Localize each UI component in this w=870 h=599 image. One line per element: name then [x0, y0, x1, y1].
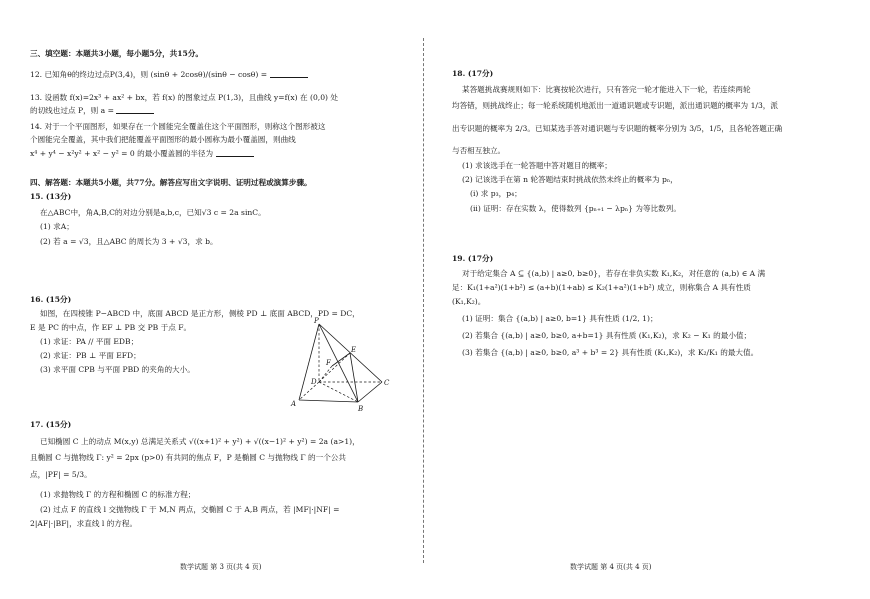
question-15-title: 15. (13分) — [30, 192, 72, 201]
question-19-title: 19. (17分) — [452, 254, 494, 263]
edge-AB — [299, 400, 358, 402]
page-fold-line — [423, 38, 424, 563]
question-19-part-1: (1) 证明：集合 {(a,b) | a≥0, b=1} 具有性质 (1/2, 1)； — [462, 314, 658, 323]
question-16-stem-1: 如图，在四棱锥 P−ABCD 中，底面 ABCD 是正方形，侧棱 PD ⊥ 底面 ABCD，PD = DC， — [40, 309, 360, 318]
segment-DF — [319, 366, 332, 382]
label-C: C — [384, 379, 390, 387]
question-17-part-2b: 2|AF|·|BF|，求直线 l 的方程。 — [30, 519, 138, 528]
question-17-part-2a: (2) 过点 F 的直线 l 交抛物线 Γ 于 M,N 两点，交椭圆 C 于 A,B 两点，若 |MF|·|NF| = — [40, 505, 340, 514]
question-18-stem-2: 均答错，则挑战终止；每一轮系统随机地派出一道通识题或专识题，派出通识题的概率为 1/3，派 — [452, 101, 778, 110]
diagonal-DB — [319, 382, 358, 402]
question-15-stem: 在△ABC中，角A,B,C的对边分别是a,b,c，已知√3 c = 2a sinC。 — [40, 208, 266, 217]
pyramid-figure — [286, 316, 416, 416]
question-16-part-3: (3) 求平面 CPB 与平面 PBD 的夹角的大小。 — [40, 365, 195, 374]
question-19-part-2: (2) 若集合 {(a,b) | a≥0, b≥0, a+b=1} 具有性质 (K₁,K₂)，求 K₂ − K₁ 的最小值； — [462, 331, 752, 340]
question-16-title: 16. (15分) — [30, 295, 72, 304]
question-19-stem-1: 对于给定集合 A ⊆ {(a,b) | a≥0, b≥0}，若存在非负实数 K₁,K₂，对任意的 (a,b) ∈ A 满 — [462, 269, 766, 278]
label-F: F — [326, 359, 331, 367]
section-4-heading: 四、解答题：本题共5小题，共77分。解答应写出文字说明、证明过程或演算步骤。 — [30, 178, 312, 187]
question-18-part-2: (2) 记该选手在第 n 轮答题结束时挑战依然未终止的概率为 pₙ， — [462, 175, 678, 184]
page-3-footer: 数学试题 第 3 页(共 4 页) — [180, 563, 262, 571]
segment-DE — [319, 353, 350, 382]
question-17-stem-1: 已知椭圆 C 上的动点 M(x,y) 总满足关系式 √((x+1)² + y²) + √((x−1)² + y²) = 2a (a>1)， — [40, 437, 360, 446]
question-15-part-2: (2) 若 a = √3，且△ABC 的周长为 3 + √3，求 b。 — [40, 237, 218, 246]
answer-blank — [216, 148, 254, 157]
question-19-stem-2: 足：K₁(1+a²)(1+b²) ≤ (a+b)(1+ab) ≤ K₂(1+a²)(1+b²) 成立，则称集合 A 具有性质 — [452, 283, 751, 292]
question-17-title: 17. (15分) — [30, 420, 72, 429]
question-16-part-1: (1) 求证：PA // 平面 EDB； — [40, 337, 139, 346]
label-B: B — [358, 405, 364, 413]
question-17-stem-3: 点，|PF| = 5/3。 — [30, 470, 92, 479]
question-17-part-1: (1) 求抛物线 Γ 的方程和椭圆 C 的标准方程； — [40, 490, 196, 499]
question-16-part-2: (2) 求证：PB ⊥ 平面 EFD； — [40, 351, 141, 360]
section-3-heading: 三、填空题：本题共3小题，每小题5分，共15分。 — [30, 49, 204, 58]
label-D: D — [311, 378, 317, 386]
question-17-stem-2: 且椭圆 C 与抛物线 Γ: y² = 2px (p>0) 有共同的焦点 F，P 是椭圆 C 与抛物线 Γ 的一个公共 — [30, 453, 346, 462]
question-15-part-1: (1) 求A； — [40, 222, 74, 231]
page-3 — [30, 0, 408, 599]
question-18-part-2ii: (ii) 证明：存在实数 λ，使得数列 {pₙ₊₁ − λpₙ} 为等比数列。 — [470, 204, 681, 213]
label-A: A — [291, 400, 297, 408]
question-14-line-1: 14. 对于一个平面图形，如果存在一个圆能完全覆盖住这个平面图形，则称这个图形被这 — [30, 122, 326, 131]
question-18-stem-4: 与否相互独立。 — [452, 146, 506, 155]
question-18-title: 18. (17分) — [452, 69, 494, 78]
answer-blank — [270, 69, 308, 78]
question-14-line-3: x⁴ + y⁴ − x²y² + x² − y² = 0 的最小覆盖圆的半径为 — [30, 148, 254, 159]
question-18-stem-1: 某答题挑战赛规则如下：比赛按轮次进行，只有答完一轮才能进入下一轮，若连续两轮 — [462, 85, 751, 94]
question-13-line-2: 的切线也过点 P，则 a = — [30, 105, 154, 116]
page-4 — [452, 0, 830, 599]
question-12: 12. 已知角θ的终边过点P(3,4)，则 (sinθ + 2cosθ)/(sinθ − cosθ) = — [30, 69, 308, 80]
label-P: P — [314, 317, 319, 325]
page-4-footer: 数学试题 第 4 页(共 4 页) — [570, 563, 652, 571]
edge-BC — [358, 382, 382, 402]
question-18-part-2i: (i) 求 p₃，p₄； — [470, 189, 522, 198]
edge-PB — [319, 324, 358, 402]
answer-blank — [116, 105, 154, 114]
question-19-stem-3: (K₁,K₂)。 — [452, 297, 486, 306]
label-E: E — [351, 346, 357, 354]
edge-PA — [299, 324, 319, 400]
question-16-stem-2: E 是 PC 的中点，作 EF ⊥ PB 交 PB 于点 F。 — [30, 323, 192, 332]
question-13-line-1: 13. 设函数 f(x)=2x³ + ax² + bx，若 f(x) 的图象过点 P(1,3)，且曲线 y=f(x) 在 (0,0) 处 — [30, 93, 339, 102]
question-18-stem-3: 出专识题的概率为 2/3。已知某选手答对通识题与专识题的概率分别为 3/5，1/5，且各轮答题正确 — [452, 124, 783, 133]
question-18-part-1: (1) 求该选手在一轮答题中答对题目的概率； — [462, 161, 612, 170]
question-14-line-2: 个圆能完全覆盖，其中我们把能覆盖平面图形的最小圆称为最小覆盖圆，则曲线 — [30, 135, 296, 144]
question-19-part-3: (3) 若集合 {(a,b) | a≥0, b≥0, a³ + b³ = 2} 具有性质 (K₁,K₂)，求 K₂/K₁ 的最大值。 — [462, 348, 759, 357]
